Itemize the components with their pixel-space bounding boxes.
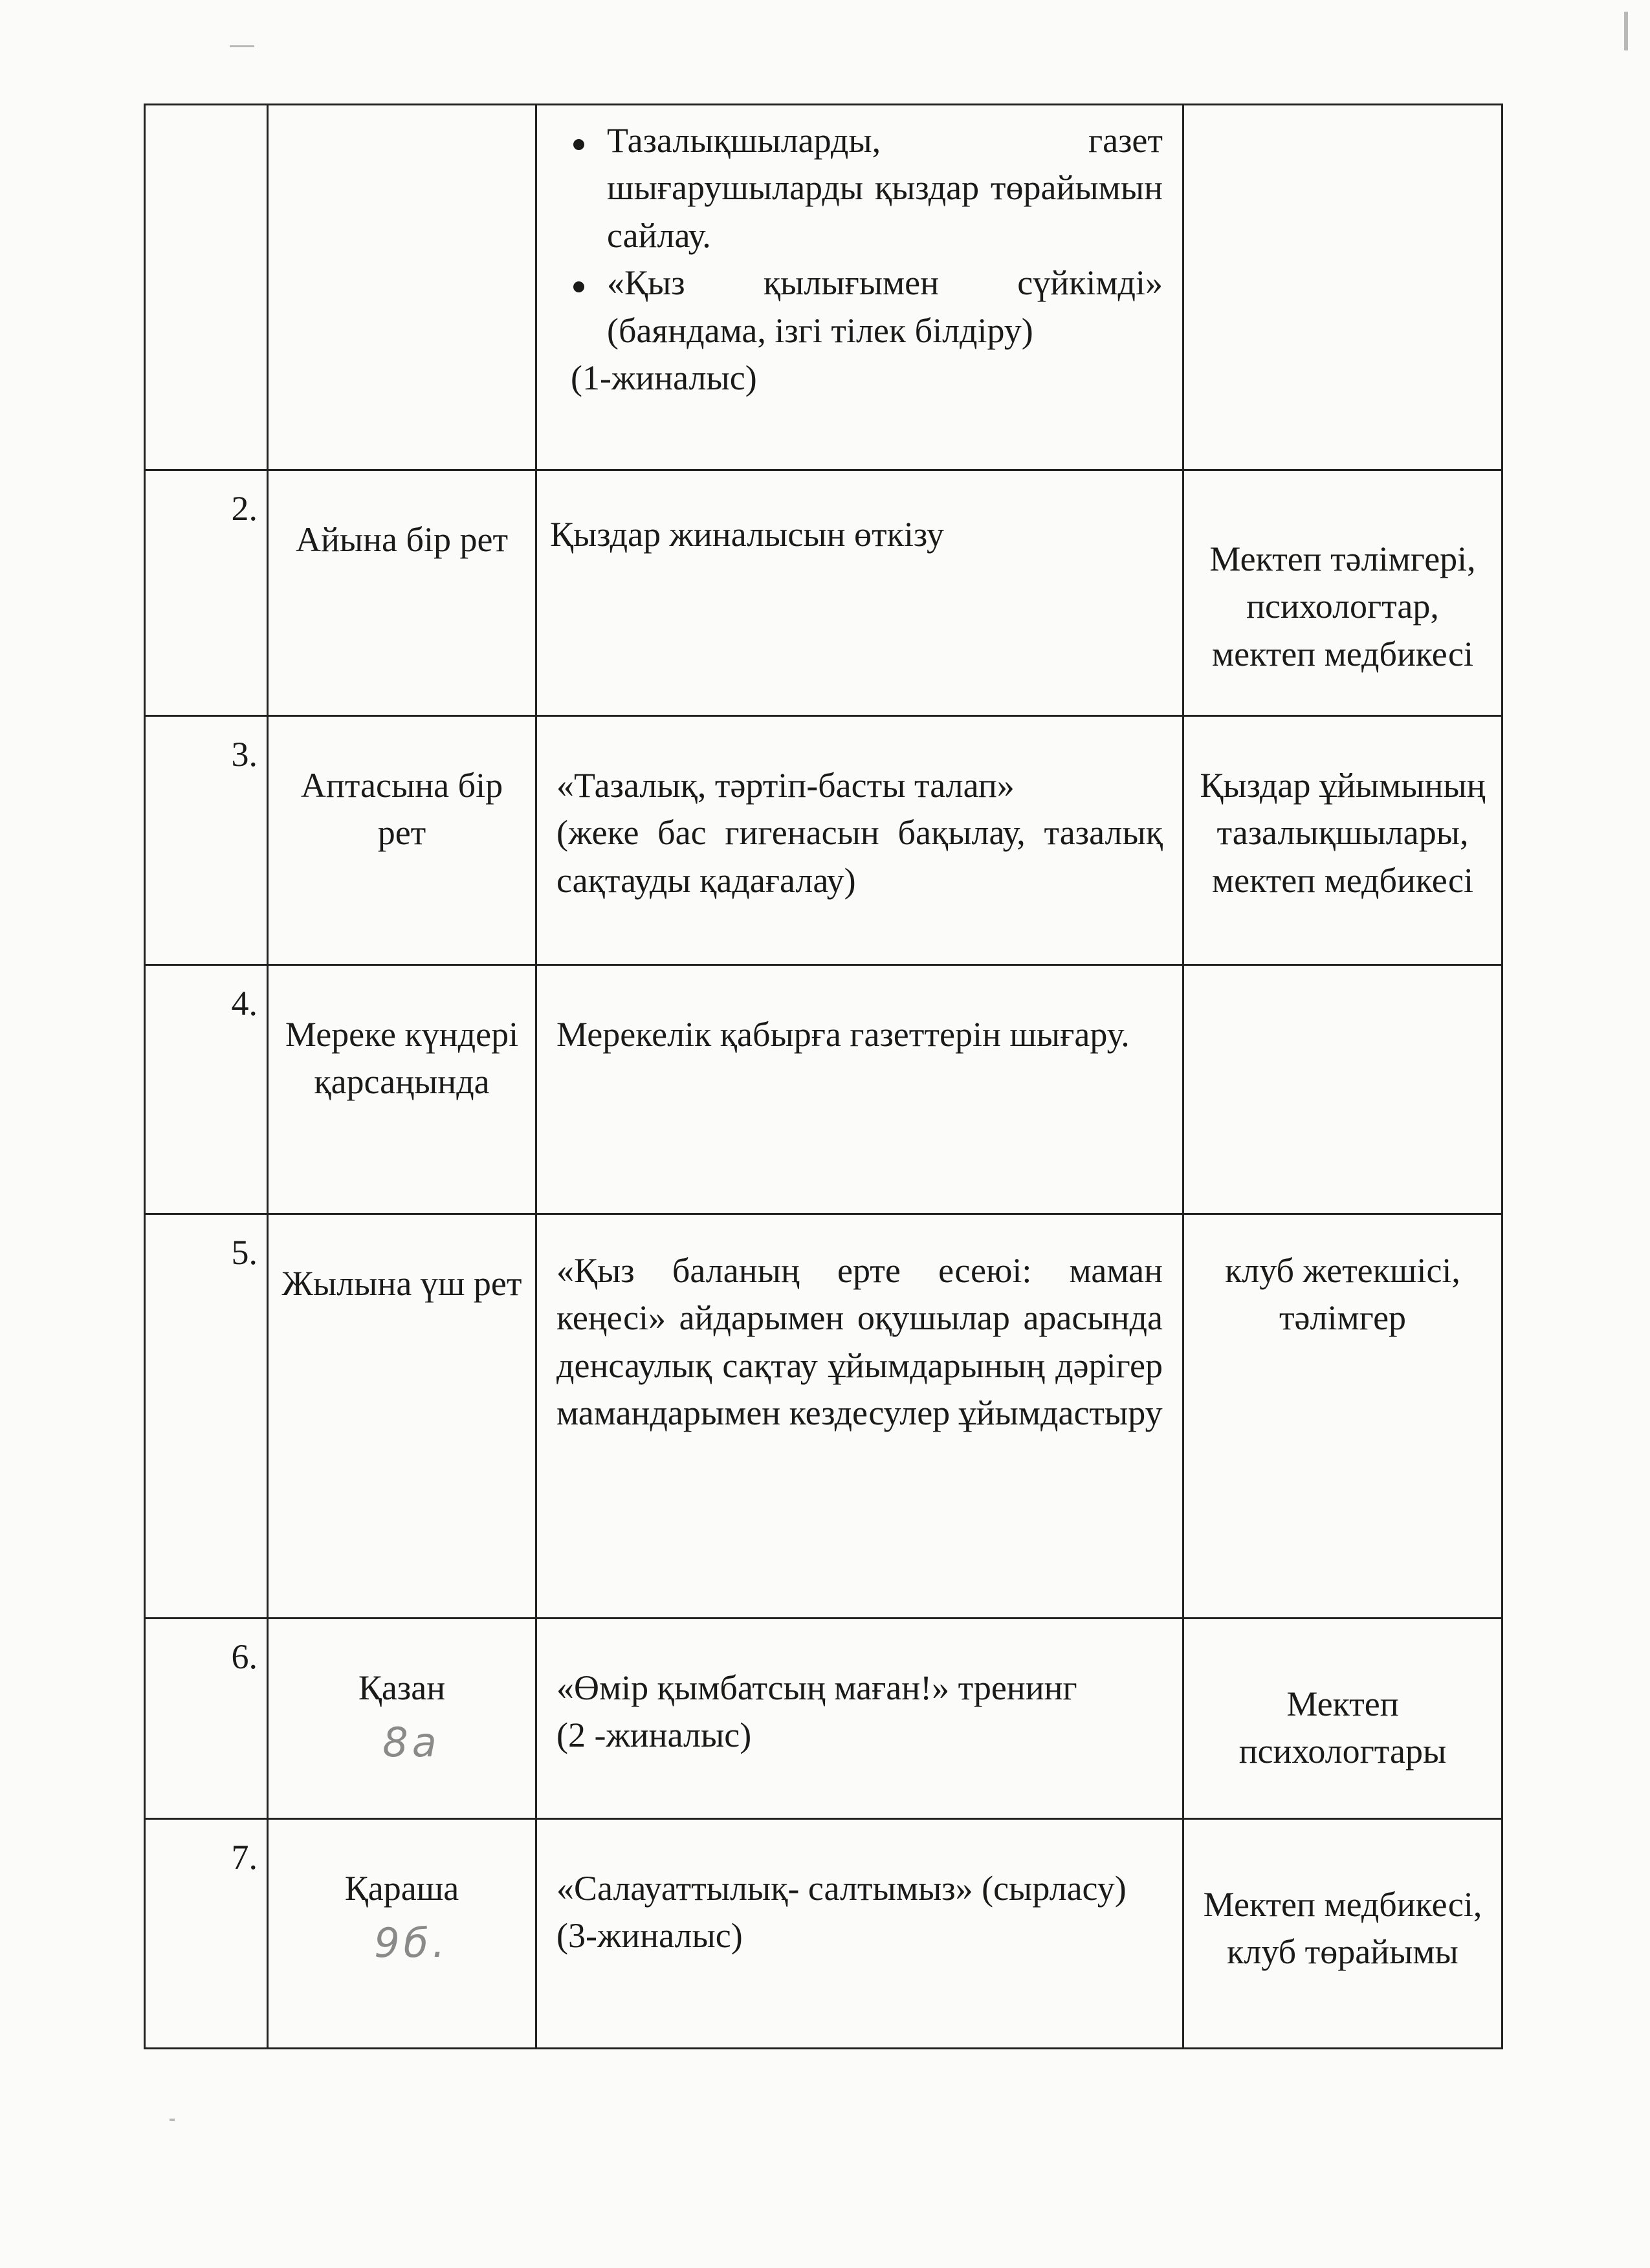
table-row (145, 1214, 1502, 1619)
period-label: Қазан (358, 1668, 446, 1707)
period-cell: Жылына үш рет (268, 1214, 536, 1619)
table-row (145, 965, 1502, 1214)
task-bullet-list (556, 117, 1163, 354)
table-row (145, 470, 1502, 716)
handwritten-class-note: 8а (382, 1719, 441, 1767)
responsible-cell (1183, 105, 1502, 470)
task-title: «Салауаттылық- салтымыз» (сырласу) (556, 1869, 1127, 1908)
scan-speck (170, 2119, 175, 2121)
task-title: «Тазалық, тәртіп-басты талап» (556, 766, 1015, 805)
row-number-cell (145, 105, 268, 470)
period-cell: Мереке күндері қарсаңында (268, 965, 536, 1214)
responsible-cell: Қыздар ұйымының тазалықшылары, мектеп медбикесі (1183, 716, 1502, 965)
row-number-cell: 5. (145, 1214, 268, 1619)
period-cell (268, 1819, 536, 2049)
scan-speck (1624, 12, 1628, 50)
task-title: «Өмір қымбатсың маған!» тренинг (556, 1668, 1077, 1707)
row-number-cell: 4. (145, 965, 268, 1214)
period-cell (268, 1619, 536, 1819)
scan-speck (230, 45, 254, 47)
row-number-cell: 6. (145, 1619, 268, 1819)
bullet-item: Тазалықшыларды, газет шығарушыларды қыздар төрайымын сайлау. (607, 117, 1163, 259)
task-cell (536, 716, 1183, 965)
period-label: Қараша (344, 1869, 459, 1908)
table-row (145, 716, 1502, 965)
handwritten-class-note: 9б. (374, 1919, 449, 1967)
task-cell: Қыздар жиналысын өткізу (536, 470, 1183, 716)
task-cell (536, 1619, 1183, 1819)
period-cell (268, 105, 536, 470)
meeting-note: (1-жиналыс) (571, 358, 757, 398)
table-row (145, 1819, 1502, 2049)
task-detail: (жеке бас гигенасын бақылау, тазалық сақтауды қадағалау) (556, 813, 1163, 900)
responsible-cell: Мектеп тәлімгері, психологтар, мектеп медбикесі (1183, 470, 1502, 716)
row-number-cell: 2. (145, 470, 268, 716)
task-detail: (3-жиналыс) (556, 1916, 743, 1956)
period-cell: Айына бір рет (268, 470, 536, 716)
responsible-cell: Мектеп медбикесі, клуб төрайымы (1183, 1819, 1502, 2049)
table-row (145, 1619, 1502, 1819)
task-cell: «Қыз баланың ерте есеюі: маман кеңесі» айдарымен оқушылар арасында денсаулық сақтау ұйымдарының дәрігер мамандарымен кездесулер ұйымдастыру (536, 1214, 1183, 1619)
responsible-cell (1183, 965, 1502, 1214)
task-cell (536, 1819, 1183, 2049)
row-number-cell: 3. (145, 716, 268, 965)
table-row (145, 105, 1502, 470)
activity-plan-table (144, 104, 1503, 2049)
period-cell: Аптасына бір рет (268, 716, 536, 965)
task-detail: (2 -жиналыс) (556, 1716, 752, 1755)
task-cell: Мерекелік қабырға газеттерін шығару. (536, 965, 1183, 1214)
bullet-item: «Қыз қылығымен сүйкімді» (баяндама, ізгі тілек білдіру) (607, 259, 1163, 354)
responsible-cell: Мектеп психологтары (1183, 1619, 1502, 1819)
task-cell (536, 105, 1183, 470)
responsible-cell: клуб жетекшісі, тәлімгер (1183, 1214, 1502, 1619)
row-number-cell: 7. (145, 1819, 268, 2049)
